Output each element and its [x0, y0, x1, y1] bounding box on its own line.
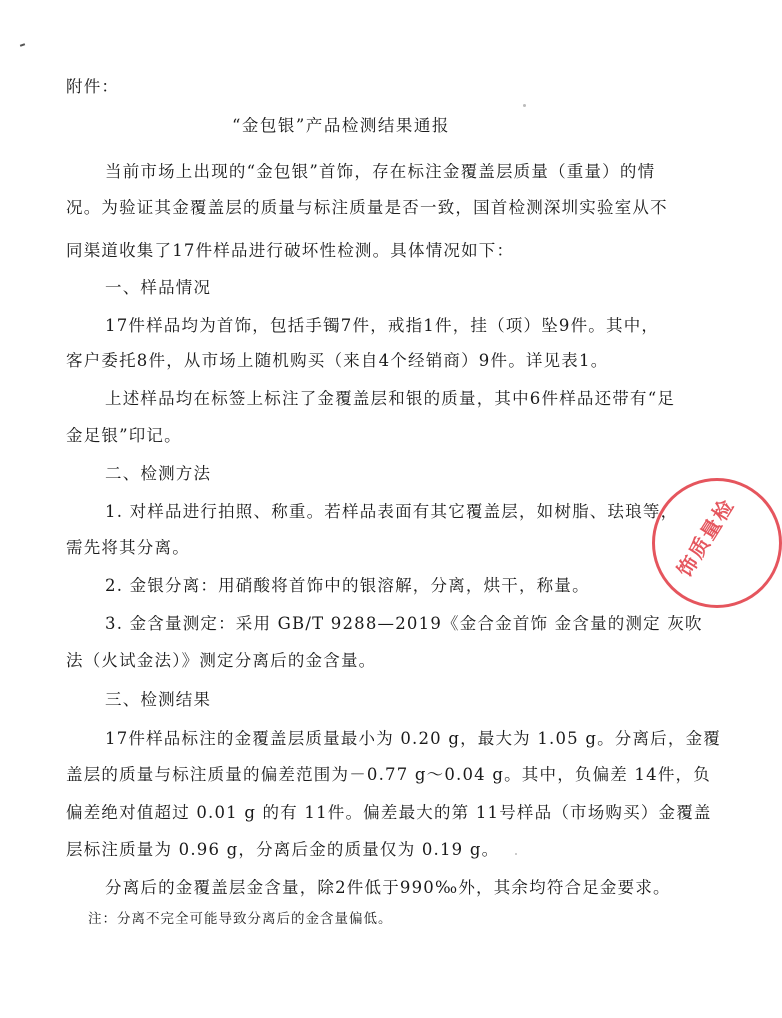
paragraph-line: 偏差绝对值超过 0.01 g 的有 11件。偏差最大的第 11号样品（市场购买）金覆盖: [66, 803, 712, 822]
paragraph-line: 法（火试金法）》测定分离后的金含量。: [66, 651, 377, 670]
paragraph-line: 盖层的质量与标注质量的偏差范围为－0.77 g～0.04 g。其中，负偏差 14件，负: [66, 765, 711, 784]
scan-speck: [515, 853, 517, 855]
attachment-label: 附件：: [66, 77, 120, 96]
paragraph-line: 1. 对样品进行拍照、称重。若样品表面有其它覆盖层，如树脂、珐琅等，: [105, 502, 679, 521]
section-heading: 三、检测结果: [105, 690, 212, 709]
paragraph-line: 17件样品均为首饰，包括手镯7件，戒指1件，挂（项）坠9件。其中，: [105, 316, 660, 335]
section-heading: 一、样品情况: [105, 278, 212, 297]
paragraph-line: 上述样品均在标签上标注了金覆盖层和银的质量，其中6件样品还带有“足: [105, 389, 676, 408]
paragraph-line: 需先将其分离。: [66, 538, 190, 557]
scan-speck: [523, 104, 526, 107]
paragraph-line: 况。为验证其金覆盖层的质量与标注质量是否一致，国首检测深圳实验室从不: [66, 198, 668, 217]
seal-text: 饰质量检: [672, 493, 740, 582]
paragraph-line: 3. 金含量测定：采用 GB/T 9288—2019《金合金首饰 金含量的测定 灰吹: [105, 614, 703, 633]
paragraph-line: 2. 金银分离：用硝酸将首饰中的银溶解，分离，烘干，称量。: [105, 576, 590, 595]
paragraph-line: 层标注质量为 0.96 g，分离后金的质量仅为 0.19 g。: [66, 840, 500, 859]
scan-mark: [20, 43, 25, 47]
paragraph-line: 当前市场上出现的“金包银”首饰，存在标注金覆盖层质量（重量）的情: [105, 162, 656, 181]
paragraph-line: 分离后的金覆盖层金含量，除2件低于990‰外，其余均符合足金要求。: [105, 878, 671, 897]
paragraph-line: 17件样品标注的金覆盖层质量最小为 0.20 g，最大为 1.05 g。分离后，金覆: [105, 729, 721, 748]
footnote: 注：分离不完全可能导致分离后的金含量偏低。: [88, 911, 393, 927]
paragraph-line: 客户委托8件，从市场上随机购买（来自4个经销商）9件。详见表1。: [66, 351, 609, 370]
section-heading: 二、检测方法: [105, 464, 212, 483]
official-seal-stamp: [652, 478, 782, 608]
document-title: “金包银”产品检测结果通报: [232, 116, 450, 135]
paragraph-line: 同渠道收集了17件样品进行破坏性检测。具体情况如下：: [66, 241, 515, 260]
paragraph-line: 金足银”印记。: [66, 426, 182, 445]
